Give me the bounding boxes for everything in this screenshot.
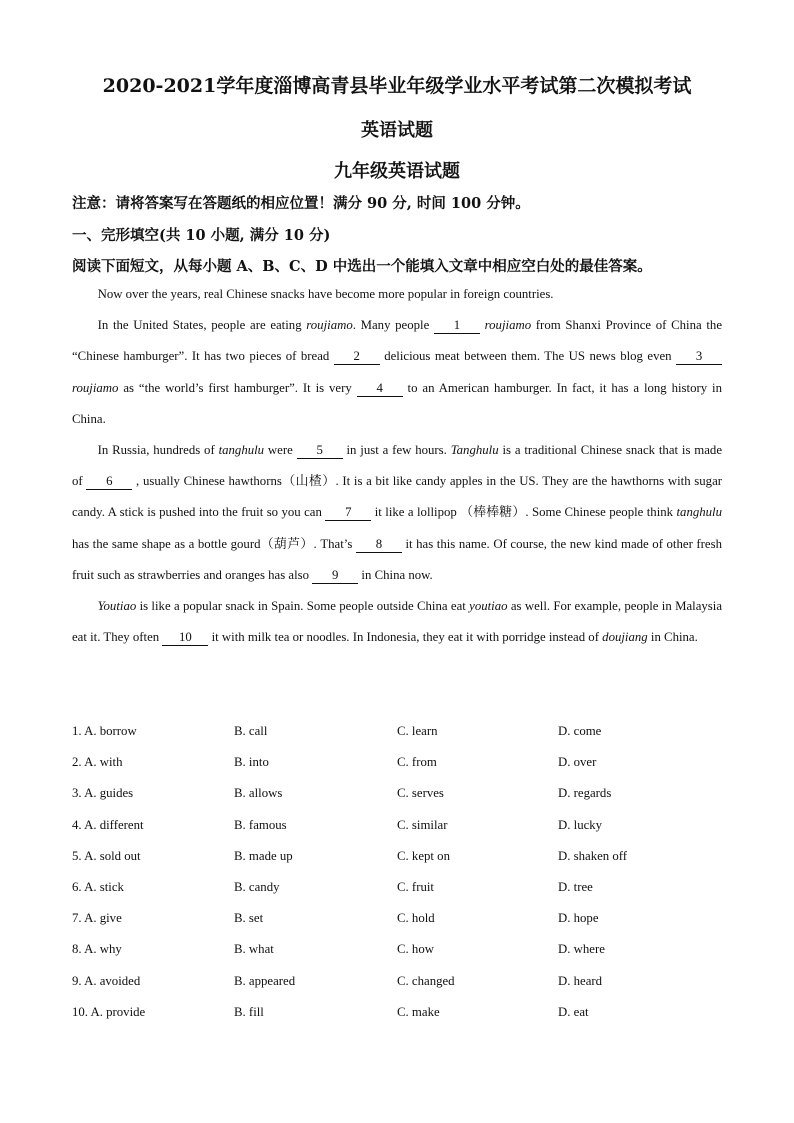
text-span: it like a lollipop （棒棒糖）. Some Chinese people think bbox=[371, 505, 677, 520]
text-span: it with milk tea or noodles. In Indonesia, they eat it with porridge instead of bbox=[208, 630, 603, 645]
blank-2: 2 bbox=[334, 348, 380, 365]
exam-note: 注意：请将答案写在答题纸的相应位置！满分 90 分, 时间 100 分钟。 bbox=[72, 195, 530, 212]
text-span: In the United States, people are eating bbox=[97, 318, 307, 333]
text-span: to an American hamburger. In fact, it has a long history in China. bbox=[72, 380, 722, 426]
text-span: In Russia, hundreds of bbox=[97, 443, 219, 458]
text-span: D. eat bbox=[558, 1004, 589, 1019]
section-heading: 一、完形填空(共 10 小题, 满分 10 分) bbox=[72, 227, 331, 244]
text-span: 10. A. provide bbox=[72, 1004, 146, 1019]
text-span: roujiamo bbox=[484, 318, 532, 333]
text-span: 8. A. why bbox=[72, 942, 122, 957]
text-span: as well. For example, people in Malaysia eat it. They often bbox=[72, 599, 722, 645]
blank-3: 3 bbox=[676, 348, 722, 365]
question-row bbox=[72, 810, 732, 841]
passage-paragraph-1 bbox=[72, 279, 722, 310]
text-span: . Many people bbox=[352, 318, 434, 333]
text-span: D. come bbox=[558, 724, 602, 739]
question-row bbox=[72, 872, 732, 903]
blank-4: 4 bbox=[357, 380, 403, 397]
text-span: 4. A. different bbox=[72, 817, 144, 832]
text-span: as “the world’s first hamburger”. It is very bbox=[118, 380, 357, 395]
text-span: has the same shape as a bottle gourd（葫芦）. That’s bbox=[72, 536, 356, 551]
text-span: B. famous bbox=[234, 817, 287, 832]
text-span: is like a popular snack in Spain. Some people outside China eat bbox=[136, 599, 470, 614]
text-span: C. how bbox=[397, 942, 434, 957]
exam-subtitle: 英语试题 bbox=[361, 120, 433, 141]
question-row bbox=[72, 747, 732, 778]
text-span: C. similar bbox=[397, 817, 448, 832]
text-span: 3. A. guides bbox=[72, 786, 134, 801]
text-span: were bbox=[264, 443, 297, 458]
text-span: C. hold bbox=[397, 911, 435, 926]
question-row bbox=[72, 934, 732, 965]
question-row bbox=[72, 778, 732, 809]
text-span: B. into bbox=[234, 755, 269, 770]
question-row bbox=[72, 841, 732, 872]
text-span: C. kept on bbox=[397, 848, 450, 863]
grade-title: 九年级英语试题 bbox=[334, 161, 460, 182]
section-direction: 阅读下面短文，从每小题 A、B、C、D 中选出一个能填入文章中相应空白处的最佳答案。 bbox=[72, 258, 652, 275]
blank-10: 10 bbox=[162, 629, 208, 646]
question-row bbox=[72, 903, 732, 934]
text-span: in China. bbox=[647, 630, 698, 645]
text-span: youtiao bbox=[469, 599, 508, 614]
blank-1: 1 bbox=[434, 317, 480, 334]
text-span: D. shaken off bbox=[558, 848, 628, 863]
text-span: 6. A. stick bbox=[72, 880, 124, 895]
text-span: Youtiao bbox=[97, 599, 137, 614]
text-span: roujiamo bbox=[306, 318, 353, 333]
text-span: D. heard bbox=[558, 973, 603, 988]
text-span: 5. A. sold out bbox=[72, 848, 141, 863]
text-span: 1. A. borrow bbox=[72, 724, 137, 739]
passage-paragraph-2 bbox=[72, 310, 722, 435]
text-span: in just a few hours. bbox=[342, 443, 451, 458]
text-span: D. over bbox=[558, 755, 597, 770]
passage-paragraph-4 bbox=[72, 591, 722, 653]
text-span: it has this name. Of course, the new kind made of other fresh fruit such as strawberries and oranges has also bbox=[72, 536, 722, 582]
text-span: C. make bbox=[397, 1004, 440, 1019]
blank-6: 6 bbox=[86, 473, 132, 490]
text-span: Tanghulu bbox=[450, 443, 499, 458]
text-span: C. changed bbox=[397, 973, 455, 988]
passage-paragraph-3 bbox=[72, 435, 722, 591]
text-span: B. set bbox=[234, 911, 264, 926]
text-span: doujiang bbox=[602, 630, 648, 645]
text-span: B. call bbox=[234, 724, 268, 739]
passage bbox=[72, 279, 722, 653]
exam-title: 2020-2021学年度淄博高青县毕业年级学业水平考试第二次模拟考试 bbox=[102, 75, 692, 97]
question-row bbox=[72, 716, 732, 747]
text-span: C. learn bbox=[397, 724, 438, 739]
answer-options bbox=[72, 716, 732, 1028]
text-span: roujiamo bbox=[72, 380, 119, 395]
text-span: delicious meat between them. The US news blog even bbox=[379, 349, 677, 364]
text-span: Now over the years, real Chinese snacks have become more popular in foreign countries. bbox=[97, 287, 554, 301]
text-span: from Shanxi Province of China the “Chinese hamburger”. It has two pieces of bread bbox=[72, 318, 722, 364]
text-span: tanghulu bbox=[676, 505, 722, 520]
text-span: D. lucky bbox=[558, 817, 603, 832]
blank-7: 7 bbox=[325, 504, 371, 521]
text-span: is a traditional Chinese snack that is made of bbox=[72, 443, 723, 489]
text-span: 7. A. give bbox=[72, 911, 122, 926]
text-span: B. candy bbox=[234, 880, 280, 895]
blank-5: 5 bbox=[297, 442, 343, 459]
text-span: in China now. bbox=[358, 567, 433, 582]
text-span: B. made up bbox=[234, 848, 293, 863]
blank-8: 8 bbox=[356, 536, 402, 553]
text-span: D. tree bbox=[558, 880, 593, 895]
question-row bbox=[72, 966, 732, 997]
text-span: 2. A. with bbox=[72, 755, 123, 770]
question-row bbox=[72, 997, 732, 1028]
text-span: D. hope bbox=[558, 911, 599, 926]
blank-9: 9 bbox=[312, 567, 358, 584]
text-span: , usually Chinese hawthorns（山楂）. It is a bit like candy apples in the US. They are the hawthorns with sugar candy. A stick is pushed into the fruit so you can bbox=[72, 474, 723, 520]
text-span: C. serves bbox=[397, 786, 444, 801]
text-span: 9. A. avoided bbox=[72, 973, 141, 988]
text-span: B. what bbox=[234, 942, 274, 957]
text-span: B. allows bbox=[234, 786, 283, 801]
text-span: tanghulu bbox=[218, 443, 265, 458]
text-span: D. regards bbox=[558, 786, 612, 801]
text-span: B. fill bbox=[234, 1004, 264, 1019]
text-span: D. where bbox=[558, 942, 605, 957]
text-span: B. appeared bbox=[234, 973, 296, 988]
text-span: C. fruit bbox=[397, 880, 434, 895]
text-span: C. from bbox=[397, 755, 437, 770]
